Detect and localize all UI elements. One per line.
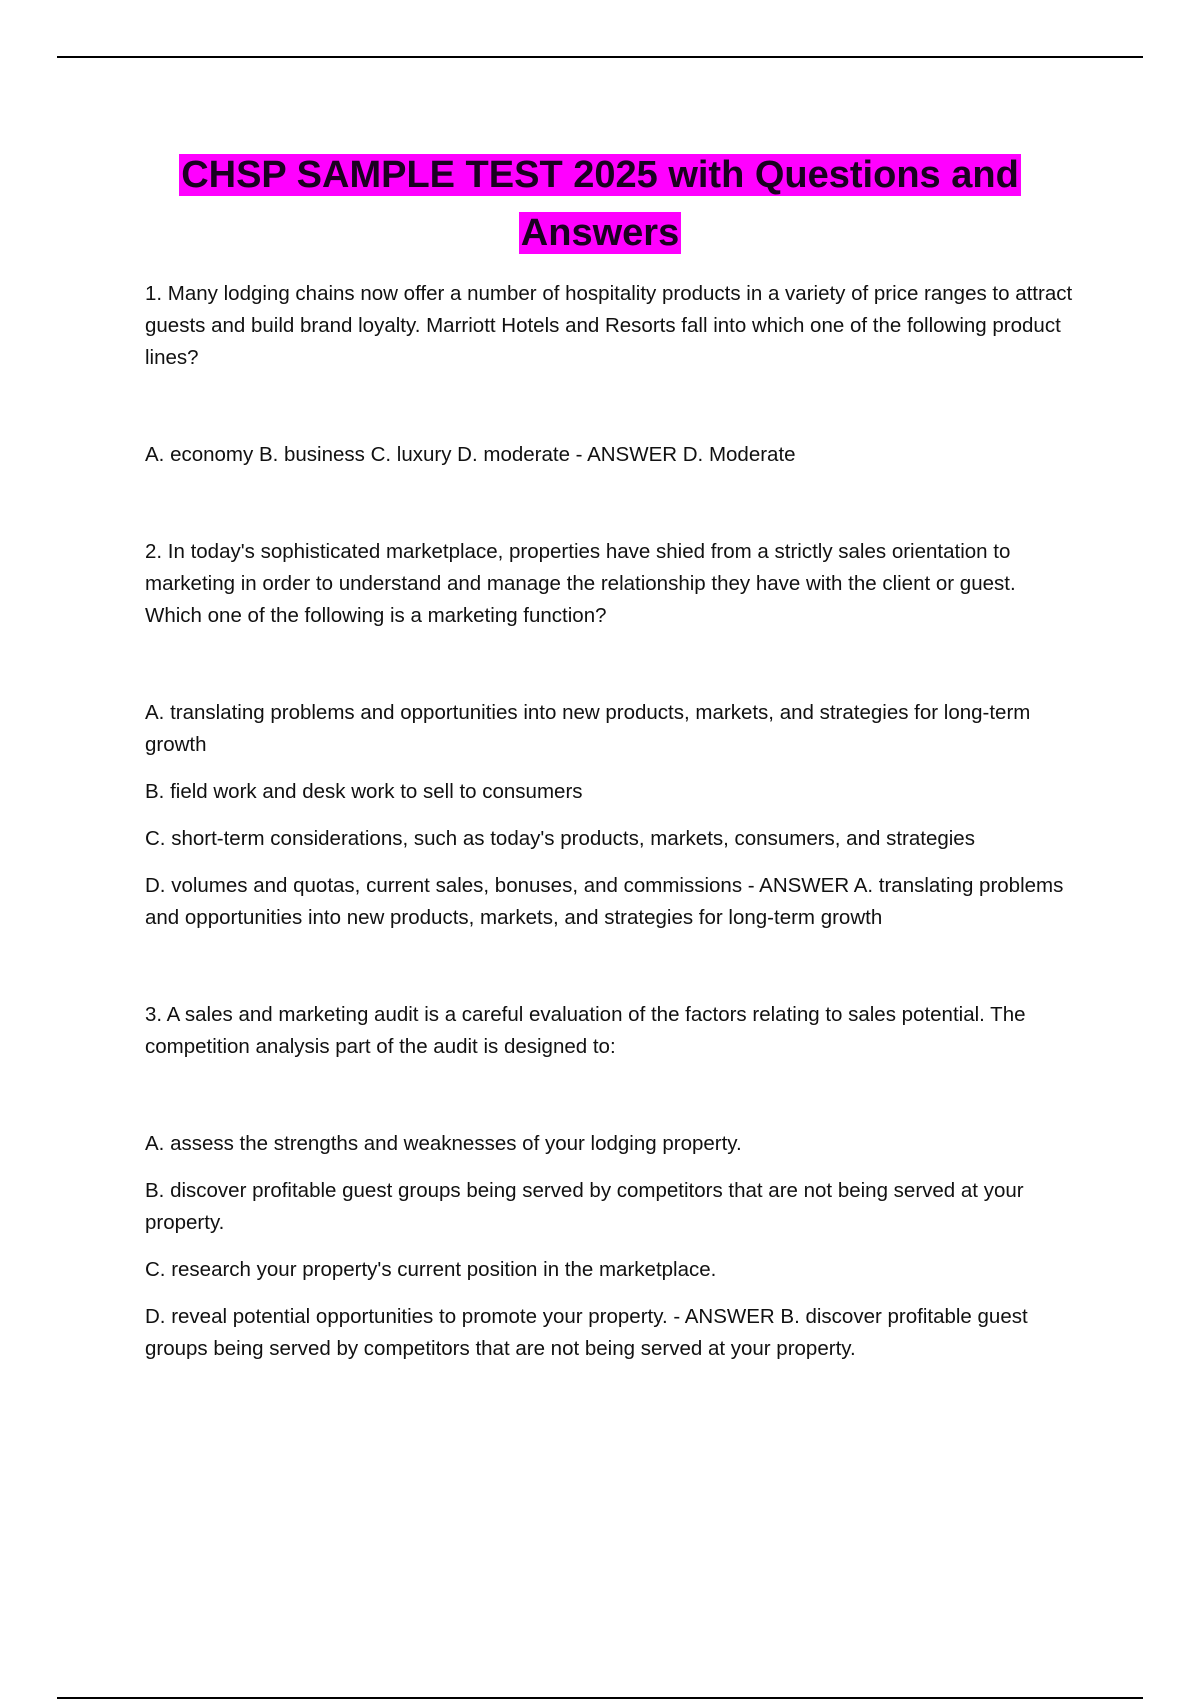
question-1-option-a: A. economy B. business C. luxury D. moderate - ANSWER D. Moderate bbox=[145, 443, 796, 466]
question-2: 2. In today's sophisticated marketplace, properties have shied from a strictly sales orientation to marketing in order to understand and manage the relationship they have with the client or guest. Which one of the following is a marketing function? bbox=[145, 540, 1016, 627]
question-2-option-d: D. volumes and quotas, current sales, bonuses, and commissions - ANSWER A. translating problems and opportunities into new products, markets, and strategies for long-term growth bbox=[145, 874, 1064, 929]
question-3-option-b: B. discover profitable guest groups being served by competitors that are not being served at your property. bbox=[145, 1179, 1024, 1234]
question-3: 3. A sales and marketing audit is a careful evaluation of the factors relating to sales potential. The competition analysis part of the audit is designed to: bbox=[145, 1003, 1026, 1058]
document-title bbox=[120, 146, 1080, 262]
title-line-1: CHSP SAMPLE TEST 2025 with Questions and bbox=[181, 154, 1019, 196]
question-1: 1. Many lodging chains now offer a number of hospitality products in a variety of price ranges to attract guests and build brand loyalty. Marriott Hotels and Resorts fall into which one of the following product lines? bbox=[145, 282, 1073, 369]
top-rule bbox=[57, 56, 1143, 58]
question-3-option-a: A. assess the strengths and weaknesses of your lodging property. bbox=[145, 1132, 742, 1155]
question-list bbox=[145, 278, 1075, 1365]
question-2-option-b: B. field work and desk work to sell to consumers bbox=[145, 780, 583, 803]
title-line-2: Answers bbox=[520, 212, 680, 254]
question-2-option-a: A. translating problems and opportunities into new products, markets, and strategies for long-term growth bbox=[145, 701, 1031, 756]
question-3-option-d: D. reveal potential opportunities to promote your property. - ANSWER B. discover profitable guest groups being served by competitors that are not being served at your property. bbox=[145, 1305, 1028, 1360]
bottom-rule bbox=[57, 1697, 1143, 1699]
question-3-option-c: C. research your property's current position in the marketplace. bbox=[145, 1258, 717, 1281]
question-2-option-c: C. short-term considerations, such as today's products, markets, consumers, and strategies bbox=[145, 827, 975, 850]
